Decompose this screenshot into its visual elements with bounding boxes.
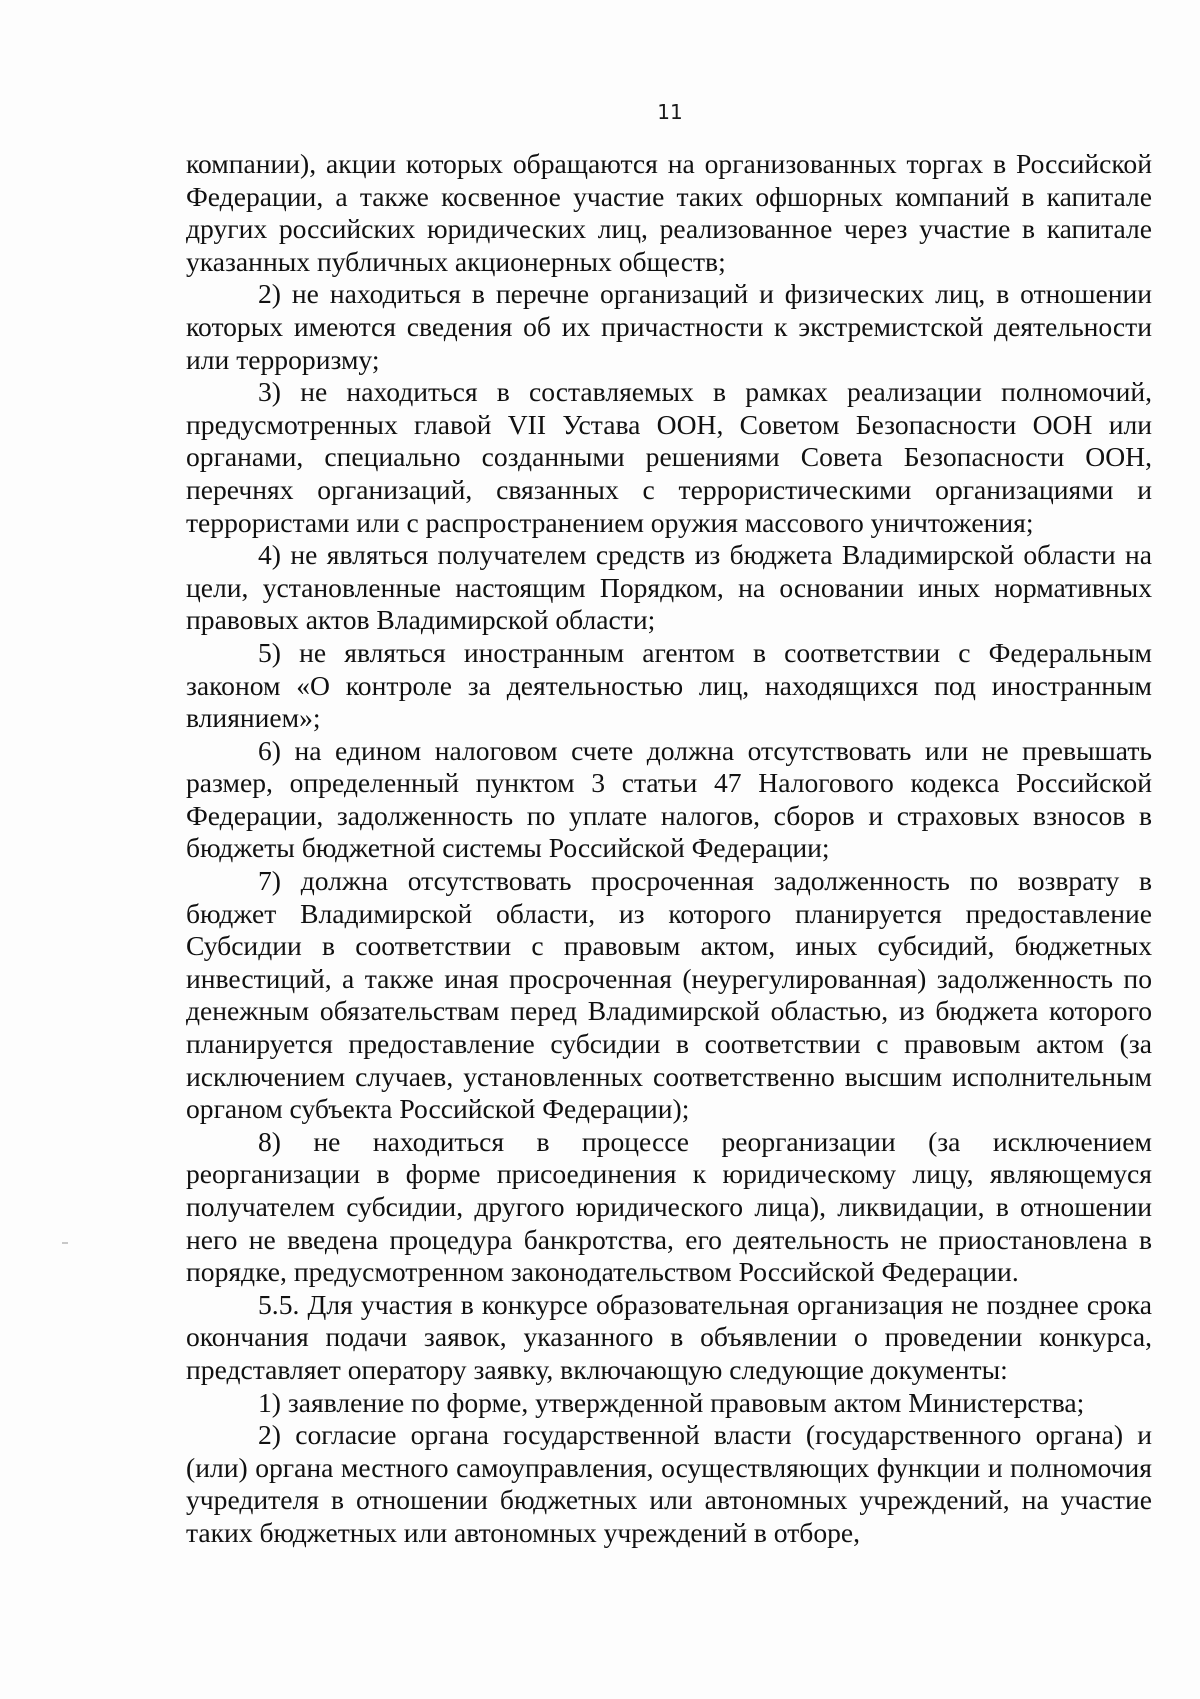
paragraph-item-8: 8) не находиться в процессе реорганизации (за исключением реорганизации в форме присоединения к юридическому лицу, являющемуся получателем субсидии, другого юридического лица), ликвидации, в отношении него не введена процедура банкротства, его деятельность не приостановлена в порядке, предусмотренном законодательством Российской Федерации.	[186, 1125, 1152, 1288]
paragraph-item-5: 5) не являться иностранным агентом в соответствии с Федеральным законом «О контроле за деятельностью лиц, находящихся под иностранным влиянием»;	[186, 636, 1152, 734]
paragraph-doc-item-1: 1) заявление по форме, утвержденной правовым актом Министерства;	[258, 1386, 1085, 1418]
paragraph-item-7: 7) должна отсутствовать просроченная задолженность по возврату в бюджет Владимирской области, из которого планируется предоставление Субсидии в соответствии с правовым актом, иных субсидий, бюджетных инвестиций, а также иная просроченная (неурегулированная) задолженность по денежным обязательствам перед Владимирской областью, из бюджета которого планируется предоставление субсидии в соответствии с правовым актом (за исключением случаев, установленных соответственно высшим исполнительным органом субъекта Российской Федерации);	[186, 865, 1152, 1125]
paragraph-item-3: 3) не находиться в составляемых в рамках реализации полномочий, предусмотренных главой VII Устава ООН, Советом Безопасности ООН или органами, специально созданными решениями Совета Безопасности ООН, перечнях организаций, связанных с террористическими организациями и террористами или с распространением оружия массового уничтожения;	[186, 376, 1152, 538]
paragraph-section-5-5: 5.5. Для участия в конкурсе образовательная организация не позднее срока окончания подачи заявок, указанного в объявлении о проведении конкурса, представляет оператору заявку, включающую следующие документы:	[186, 1288, 1152, 1385]
paragraph-continuation: компании), акции которых обращаются на организованных торгах в Российской Федерации, а также косвенное участие таких офшорных компаний в капитале других российских юридических лиц, реализованное через участие в капитале указанных публичных акционерных обществ;	[186, 148, 1152, 277]
paragraph-item-2: 2) не находиться в перечне организаций и физических лиц, в отношении которых имеются сведения об их причастности к экстремистской деятельности или терроризму;	[186, 278, 1152, 375]
scan-speck	[62, 1242, 68, 1244]
paragraph-item-4: 4) не являться получателем средств из бюджета Владимирской области на цели, установленные настоящим Порядком, на основании иных нормативных правовых актов Владимирской области;	[186, 539, 1152, 636]
paragraph-doc-item-2: 2) согласие органа государственной власти (государственного органа) и (или) органа местного самоуправления, осуществляющих функции и полномочия учредителя в отношении бюджетных или автономных учреждений, на участие таких бюджетных или автономных учреждений в отборе,	[186, 1419, 1152, 1548]
document-body	[186, 148, 1152, 1550]
paragraph-item-6: 6) на едином налоговом счете должна отсутствовать или не превышать размер, определенный пунктом 3 статьи 47 Налогового кодекса Российской Федерации, задолженность по уплате налогов, сборов и страховых взносов в бюджеты бюджетной системы Российской Федерации;	[186, 734, 1152, 864]
page-number: 11	[657, 100, 683, 124]
